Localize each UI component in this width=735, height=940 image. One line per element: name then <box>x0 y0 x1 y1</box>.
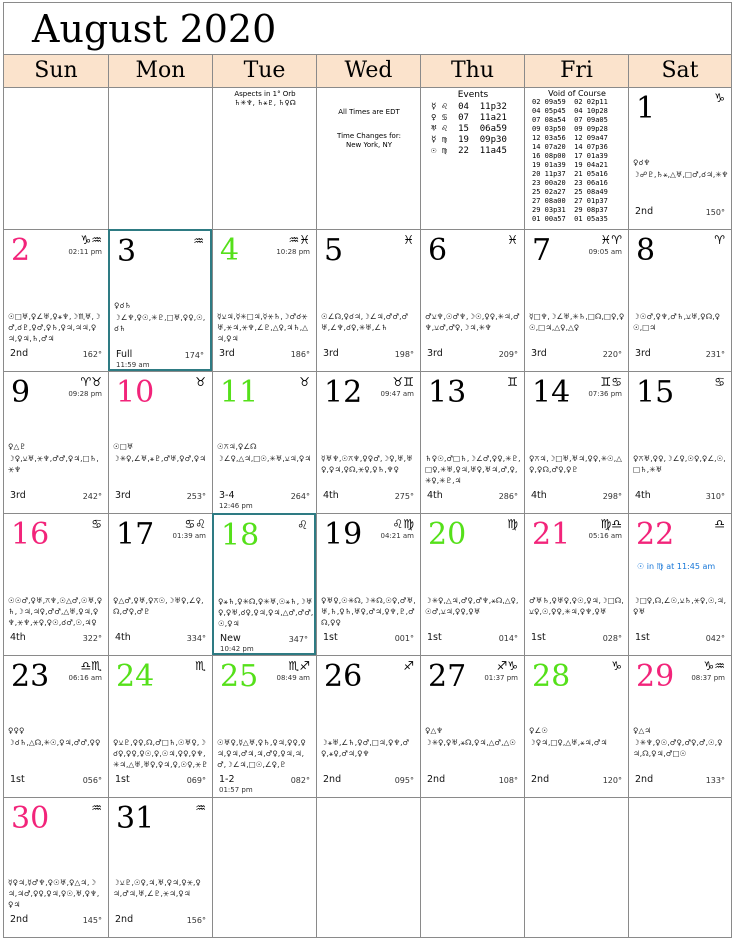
void-of-course-row: 12 03a56 12 09a47 <box>532 134 608 142</box>
day-cell-5[interactable] <box>316 229 420 371</box>
moon-degree: 001° <box>394 634 414 643</box>
moon-sign-glyph: ♒ <box>193 234 204 248</box>
aspect-line: ☽✳♀,♀♅,⚹☊,♀♃,△♂,△☉ <box>425 738 516 747</box>
void-of-course-row: 01 00a57 01 05a35 <box>532 215 608 223</box>
void-of-course-row: 09 03p50 09 09p28 <box>532 125 608 133</box>
moon-sign-glyph: ♊♋ <box>600 375 622 389</box>
moon-sign-glyph: ♐♑ <box>496 659 518 673</box>
aspect-line: ☉∠☊,♀☌♃,☽∠♃,♂♂,♂♅,∠♆,☌♀,✳♅,∠♄ <box>321 312 409 332</box>
moon-sign-glyph: ♒ <box>195 801 206 815</box>
day-cell-19[interactable] <box>316 513 420 655</box>
aspect-line: ☉♅♀,☿△♅,♀♄,♀♃,♀♀,♀♃,♀♃,♂♃,♃,♂♀,♀♃,♃,♂,☽∠♃,□☉,∠♀,♇ <box>217 738 306 769</box>
day-number: 9 <box>11 375 31 410</box>
weekday-header-row <box>4 54 731 88</box>
day-number: 27 <box>428 659 467 694</box>
moon-degree: 310° <box>705 492 725 501</box>
void-of-course-row: 07 08a54 07 09a05 <box>532 116 608 124</box>
moon-phase-label: 1st <box>427 632 442 643</box>
aspect-line: ☉□♅ <box>113 442 134 451</box>
sign-change-time: 04:21 am <box>380 532 414 540</box>
moon-sign-glyph: ♈♉ <box>80 375 102 389</box>
moon-phase-label: 2nd <box>10 914 29 925</box>
ingress-note: ☉ in ♍ at 11:45 am <box>637 562 716 571</box>
events-title: Events <box>457 90 489 100</box>
weekday-header-fri: Fri <box>524 55 628 87</box>
event-row: ♀ ♋ 07 11a21 <box>431 113 507 123</box>
aspect-line: ♀⚹♄,♀✳☊,♀✳♅,☉⚹♄,☽♅♀,♀♅,☌♀,♀♃,♀♃,△♂,♂♂,☉,♀♃ <box>218 597 314 628</box>
aspect-line: ☿♅♆,☉⚻♆,♀♀♂,☽♀,♅,♅♀,♀♃,♀☊,⚹♀,♀♄,♆♀ <box>321 454 413 474</box>
void-of-course-row: 23 00a20 23 06a16 <box>532 179 608 187</box>
day-cell-4[interactable] <box>212 229 316 371</box>
moon-phase-label: 1st <box>531 632 546 643</box>
day-number: 17 <box>116 517 155 552</box>
moon-sign-glyph: ♑♒ <box>703 659 725 673</box>
day-number: 21 <box>532 517 571 552</box>
aspect-line: ☽⚺♇,☉♀,♃,♅,♀♃,♀⚹,♀♃,♂♃,♅,∠♇,⚹♃,♀♃ <box>113 878 201 898</box>
moon-phase-label: 4th <box>427 490 443 501</box>
phase-time: 12:46 pm <box>219 502 253 510</box>
moon-degree: 275° <box>394 492 414 501</box>
moon-degree: 156° <box>186 916 206 925</box>
moon-phase-label: 2nd <box>10 348 29 359</box>
moon-phase-label: 3rd <box>427 348 443 359</box>
moon-sign-glyph: ♎ <box>714 517 725 531</box>
moon-phase-label: 3rd <box>219 348 235 359</box>
moon-degree: 334° <box>186 634 206 643</box>
void-of-course-row: 02 09a59 02 02p11 <box>532 98 608 106</box>
aspect-line: ☉□♅,♀∠♅,♀⚹♆,☽♏♅,☽♂,☌♇,♀♂,♀♄,♀♃,♃♃,♀♃,♀♃,♄,♂♃ <box>8 312 101 343</box>
day-number: 18 <box>221 518 260 553</box>
moon-sign-glyph: ♓♈ <box>600 233 622 247</box>
moon-phase-label: 3-4 <box>219 490 235 501</box>
weekday-header-thu: Thu <box>420 55 524 87</box>
void-of-course-cell <box>524 87 628 229</box>
aspect-line: ☿♀♃,☿♂♆,♀☉♅,♀△♃,☽♃,♃♂,♀♀,♀♃,♀☉,♅,♀♆,♀♃ <box>8 878 100 909</box>
sign-change-time: 01:37 pm <box>484 674 518 682</box>
day-cell-27[interactable] <box>420 655 524 797</box>
day-number: 1 <box>636 91 656 126</box>
aspects-orb-list: ♄✳♆, ♄⚹♇, ♄♀☊ <box>234 99 296 107</box>
moon-phase-label: 3rd <box>635 348 651 359</box>
moon-sign-glyph: ♍ <box>507 517 518 531</box>
day-cell-16[interactable] <box>4 513 108 655</box>
moon-sign-glyph: ♊ <box>507 375 518 389</box>
day-number: 5 <box>324 233 344 268</box>
day-number: 14 <box>532 375 571 410</box>
day-number: 7 <box>532 233 552 268</box>
day-number: 31 <box>116 801 155 836</box>
void-of-course-row: 29 03p31 29 08p37 <box>532 206 608 214</box>
sign-change-time: 08:49 am <box>276 674 310 682</box>
aspect-line: ♀∠☉ <box>529 726 548 735</box>
aspect-line: ♀⚺♇,♀♀,☊,♂□♄,☉♅♀,☽☌♀,♀♀,♀☉,♀,☉♃,♀♀,♀♆,✳♃,△♅,♅♀,♀♃,♀,☉♀,⚹♇ <box>113 738 208 769</box>
moon-degree: 120° <box>602 776 622 785</box>
moon-phase-label: 3rd <box>323 348 339 359</box>
day-cell-21[interactable] <box>524 513 628 655</box>
aspect-line: ☽♀♃,□♀,△♅,⚹♃,♂♃ <box>529 738 608 747</box>
moon-sign-glyph: ♋♌ <box>184 517 206 531</box>
aspect-line: ♀⚻♅,♀♀,☽∠♀,☉♀,♀∠,☉,□♄,✳♅ <box>633 454 726 474</box>
weekday-header-sat: Sat <box>628 55 731 87</box>
moon-degree: 014° <box>498 634 518 643</box>
day-number: 23 <box>11 659 50 694</box>
sign-change-time: 01:39 am <box>172 532 206 540</box>
calendar-title: August 2020 <box>32 7 277 51</box>
empty-cell <box>316 797 420 937</box>
moon-degree: 322° <box>82 634 102 643</box>
aspect-line: ♀△♃ <box>633 726 651 735</box>
moon-degree: 150° <box>705 208 725 217</box>
sign-change-time: 06:16 am <box>68 674 102 682</box>
aspect-line: ☽♀,⚺♅,⚹♆,♂♂,♀♃,□♄,⚹♆ <box>8 454 99 474</box>
day-number: 2 <box>11 233 31 268</box>
void-of-course-row: 04 05p45 04 10p28 <box>532 107 608 115</box>
aspect-line: ♀△♂,♀♅,♀⚻☉,☽♅♀,∠♀,☊,♂♀,♂♇ <box>113 596 204 616</box>
moon-sign-glyph: ♑ <box>611 659 622 673</box>
moon-sign-glyph: ♉ <box>299 375 310 389</box>
empty-cell <box>4 87 108 229</box>
moon-phase-label: 4th <box>10 632 26 643</box>
aspect-line: ☽□♀,☊,∠☉,⚺♄,⚹♀,☉,♃,♀♅ <box>633 596 727 616</box>
day-number: 20 <box>428 517 467 552</box>
void-of-course-row: 25 02a27 25 08a49 <box>532 188 608 196</box>
day-number: 25 <box>220 659 259 694</box>
moon-degree: 209° <box>498 350 518 359</box>
weekday-header-sun: Sun <box>34 58 78 83</box>
phase-time: 10:42 pm <box>220 645 254 653</box>
moon-phase-label: 1st <box>10 774 25 785</box>
day-number: 29 <box>636 659 675 694</box>
moon-sign-glyph: ♌ <box>297 518 308 532</box>
moon-degree: 069° <box>186 776 206 785</box>
moon-sign-glyph: ♈ <box>714 233 725 247</box>
moon-sign-glyph: ♐ <box>403 659 414 673</box>
day-cell-23[interactable] <box>4 655 108 797</box>
void-of-course-row: 14 07a20 14 07p36 <box>532 143 608 151</box>
moon-degree: 242° <box>82 492 102 501</box>
day-number: 26 <box>324 659 363 694</box>
time-changes-label: Time Changes for: <box>337 132 401 140</box>
sign-change-time: 09:47 am <box>380 390 414 398</box>
aspect-line: ☽✳♆,♀☉,♂♀,♂♀,♂,☉,♀♃,☊,♀♃,♂□☉ <box>633 738 723 758</box>
moon-degree: 264° <box>290 492 310 501</box>
aspect-line: ♀△♆ <box>425 726 443 735</box>
moon-phase-label: 2nd <box>635 206 654 217</box>
day-cell-25[interactable] <box>212 655 316 797</box>
aspect-line: ♀☌♄ <box>114 301 132 310</box>
day-number: 13 <box>428 375 467 410</box>
day-cell-3[interactable] <box>108 229 212 371</box>
moon-phase-label: 2nd <box>635 774 654 785</box>
sign-change-time: 07:36 pm <box>588 390 622 398</box>
moon-degree: 162° <box>82 350 102 359</box>
location-label: New York, NY <box>345 141 393 149</box>
day-number: 24 <box>116 659 155 694</box>
moon-sign-glyph: ♉♊ <box>392 375 414 389</box>
moon-degree: 174° <box>184 351 204 360</box>
day-number: 12 <box>324 375 363 410</box>
aspect-line: ♀⚻♃,☽□♅,♅♃,♀♀,✳☉,△♀,♀☊,♂♀,♀♇ <box>529 454 622 474</box>
void-of-course-row: 27 08a00 27 01p37 <box>532 197 608 205</box>
moon-sign-glyph: ♑♒ <box>80 233 102 247</box>
time-info-cell <box>316 87 420 229</box>
day-number: 19 <box>324 517 363 552</box>
day-number: 4 <box>220 233 240 268</box>
day-cell-26[interactable] <box>316 655 420 797</box>
day-cell-15[interactable] <box>628 371 731 513</box>
aspect-line: ☽☌♄,△☊,✳☉,♀♃,♂♂,♀♀ <box>8 738 101 747</box>
aspect-line: ☽∠♆,♀☉,✳♇,□♅,♀♀,☉,☌♄ <box>114 313 206 333</box>
moon-phase-label: 2nd <box>115 914 134 925</box>
event-row: ☿ ♍ 19 09p30 <box>431 135 507 145</box>
day-cell-18[interactable] <box>212 513 316 655</box>
aspect-line: ☽✳♀,∠♅,⚹♇,♂♅,♀♂,♀♃ <box>113 454 206 463</box>
aspect-line: ☽✳♀,△♃,♂♀,♂♆,⚹☊,△♀,☉♂,⚺♃,♀♀,♀♅ <box>425 596 519 616</box>
day-cell-14[interactable] <box>524 371 628 513</box>
moon-sign-glyph: ♑ <box>714 91 725 105</box>
moon-sign-glyph: ♌♍ <box>392 517 414 531</box>
moon-sign-glyph: ♉ <box>195 375 206 389</box>
event-row: ☿ ♌ 04 11p32 <box>431 102 507 112</box>
day-cell-1[interactable] <box>628 87 731 229</box>
moon-degree: 145° <box>82 916 102 925</box>
day-cell-10[interactable] <box>108 371 212 513</box>
times-note: All Times are EDT <box>338 108 400 116</box>
aspect-line: ☉☉♂,♀♅,⚻♆,☉△♂,☉♅,♀♄,☽♃,♃♀,♂♂,△♅,♀♃,♀♆,⚹♆,⚹♀,♀☉,☌♂,☉,♃♀ <box>8 596 103 627</box>
day-cell-17[interactable] <box>108 513 212 655</box>
moon-phase-label: 4th <box>323 490 339 501</box>
sign-change-time: 02:11 pm <box>68 248 102 256</box>
moon-degree: 056° <box>82 776 102 785</box>
moon-degree: 220° <box>602 350 622 359</box>
moon-degree: 186° <box>290 350 310 359</box>
sign-change-time: 08:37 pm <box>691 674 725 682</box>
sign-change-time: 09:28 pm <box>68 390 102 398</box>
moon-degree: 108° <box>498 776 518 785</box>
moon-degree: 347° <box>288 635 308 644</box>
moon-sign-glyph: ♒♓ <box>288 233 310 247</box>
moon-degree: 253° <box>186 492 206 501</box>
day-cell-7[interactable] <box>524 229 628 371</box>
moon-phase-label: 4th <box>531 490 547 501</box>
aspects-info-cell <box>212 87 316 229</box>
aspect-line: ☿□♆,☽∠♅,✳♄,□☊,□♀,♀☉,□♃,△♀,△♀ <box>529 312 625 332</box>
day-cell-8[interactable] <box>628 229 731 371</box>
events-cell <box>420 87 524 229</box>
day-cell-6[interactable] <box>420 229 524 371</box>
moon-phase-label: 2nd <box>531 774 550 785</box>
moon-phase-label: 2nd <box>427 774 446 785</box>
event-row: ☉ ♍ 22 11a45 <box>431 146 507 156</box>
moon-degree: 133° <box>705 776 725 785</box>
aspect-line: ☿⚺♃,☿✳□♃,☿⚹♄,☽♂☌⚹♅,⚹♃,⚹♆,∠♇,△♀,♃♄,△♃,♀♃ <box>217 312 308 343</box>
moon-degree: 042° <box>705 634 725 643</box>
day-cell-31[interactable] <box>108 797 212 937</box>
phase-time: 01:57 pm <box>219 786 253 794</box>
day-cell-24[interactable] <box>108 655 212 797</box>
weekday-header-mon: Mon <box>108 55 212 87</box>
aspect-line: ☽∠♀,△♃,□☉,✳♅,⚺♃,♀♃ <box>217 454 312 463</box>
day-number: 11 <box>220 375 259 410</box>
moon-degree: 082° <box>290 776 310 785</box>
day-cell-30[interactable] <box>4 797 108 937</box>
day-cell-11[interactable] <box>212 371 316 513</box>
moon-degree: 095° <box>394 776 414 785</box>
aspect-line: ♀△♇ <box>8 442 26 451</box>
sign-change-time: 10:28 pm <box>276 248 310 256</box>
day-number: 28 <box>532 659 571 694</box>
moon-phase-label: 1st <box>115 774 130 785</box>
moon-sign-glyph: ♍♎ <box>600 517 622 531</box>
moon-degree: 286° <box>498 492 518 501</box>
moon-phase-label: 2nd <box>323 774 342 785</box>
day-number: 22 <box>636 517 675 552</box>
day-number: 3 <box>117 234 137 269</box>
day-cell-2[interactable] <box>4 229 108 371</box>
void-of-course-title: Void of Course <box>548 89 606 98</box>
moon-phase-label: 4th <box>635 490 651 501</box>
aspect-line: ♀☌♆ <box>633 158 651 167</box>
moon-degree: 231° <box>705 350 725 359</box>
sign-change-time: 05:16 am <box>588 532 622 540</box>
calendar-page <box>3 2 732 938</box>
empty-cell <box>420 797 524 937</box>
moon-sign-glyph: ♓ <box>403 233 414 247</box>
void-of-course-row: 20 11p37 21 05a16 <box>532 170 608 178</box>
empty-cell <box>524 797 628 937</box>
moon-sign-glyph: ♏♐ <box>288 659 310 673</box>
aspect-line: ☉⚻♃,♀∠☊ <box>217 442 257 451</box>
moon-sign-glyph: ♋ <box>91 517 102 531</box>
aspect-line: ♂⚺♆,☉♂♆,☽☉,♀♀,✳♃,♂♆,⚺♂,♂♀,☽♃,✳♆ <box>425 312 520 332</box>
moon-phase-label: New <box>220 633 241 644</box>
moon-phase-label: 1st <box>635 632 650 643</box>
empty-cell <box>212 797 316 937</box>
phase-time: 11:59 am <box>116 361 150 369</box>
aspect-line: ☽⚹♅,∠♄,♀♂,□♃,♀♆,♂♀,⚹♀,♂♃,♀♆ <box>321 738 410 758</box>
aspects-orb-title: Aspects in 1° Orb <box>234 90 296 98</box>
moon-sign-glyph: ♏ <box>195 659 206 673</box>
moon-degree: 298° <box>602 492 622 501</box>
moon-phase-label: 3rd <box>115 490 131 501</box>
moon-sign-glyph: ♎♏ <box>80 659 102 673</box>
day-cell-20[interactable] <box>420 513 524 655</box>
moon-sign-glyph: ♓ <box>507 233 518 247</box>
aspect-line: ☽☉♂,♀♆,♂♄,⚺♅,♀☊,♀☉,□♃ <box>633 312 721 332</box>
empty-cell <box>628 797 731 937</box>
moon-sign-glyph: ♒ <box>91 801 102 815</box>
weekday-header-tue: Tue <box>212 55 316 87</box>
moon-phase-label: 1-2 <box>219 774 235 785</box>
sign-change-time: 09:05 am <box>588 248 622 256</box>
moon-sign-glyph: ♋ <box>714 375 725 389</box>
weekday-header-wed: Wed <box>316 55 420 87</box>
day-cell-22[interactable] <box>628 513 731 655</box>
moon-phase-label: 3rd <box>10 490 26 501</box>
moon-phase-label: Full <box>116 349 133 360</box>
moon-degree: 198° <box>394 350 414 359</box>
day-number: 15 <box>636 375 675 410</box>
day-cell-29[interactable] <box>628 655 731 797</box>
aspect-line: ♄♀☉,♂□♄,☽∠♂,♀♀,✳♇,□♀,✳♅,♀♃,♅♀,♅♃,♂,♀,✳♀,✳♇,♃ <box>425 454 521 485</box>
moon-phase-label: 1st <box>323 632 338 643</box>
moon-phase-label: 4th <box>115 632 131 643</box>
day-number: 6 <box>428 233 448 268</box>
aspect-line: ♂♅♄,♀♅♀,♀☉,♀♃,☽□☊,⚺♀,☉,♀♀,✳♃,♀♆,♀♅ <box>529 596 624 616</box>
moon-phase-label: 3rd <box>531 348 547 359</box>
moon-degree: 028° <box>602 634 622 643</box>
void-of-course-row: 19 01a39 19 04a21 <box>532 161 608 169</box>
day-cell-12[interactable] <box>316 371 420 513</box>
day-number: 16 <box>11 517 50 552</box>
empty-cell <box>108 87 212 229</box>
day-cell-13[interactable] <box>420 371 524 513</box>
event-row: ♅ ♌ 15 06a59 <box>431 124 507 134</box>
day-number: 8 <box>636 233 656 268</box>
day-cell-28[interactable] <box>524 655 628 797</box>
day-number: 10 <box>116 375 155 410</box>
aspect-line: ☽☍♇,♄⚹,△♅,□♂,☌♃,✳♆ <box>633 170 729 179</box>
day-cell-9[interactable] <box>4 371 108 513</box>
aspect-line: ♀♅♀,☉✳☊,☽✳☊,☉♀,♂♅,♅,♄,♀♄,♅♀,♂♃,♀♆,♇,♂☊,♀♀ <box>321 596 416 627</box>
aspect-line: ♀♀♀ <box>8 726 25 735</box>
day-number: 30 <box>11 801 50 836</box>
void-of-course-row: 16 08p00 17 01a39 <box>532 152 608 160</box>
